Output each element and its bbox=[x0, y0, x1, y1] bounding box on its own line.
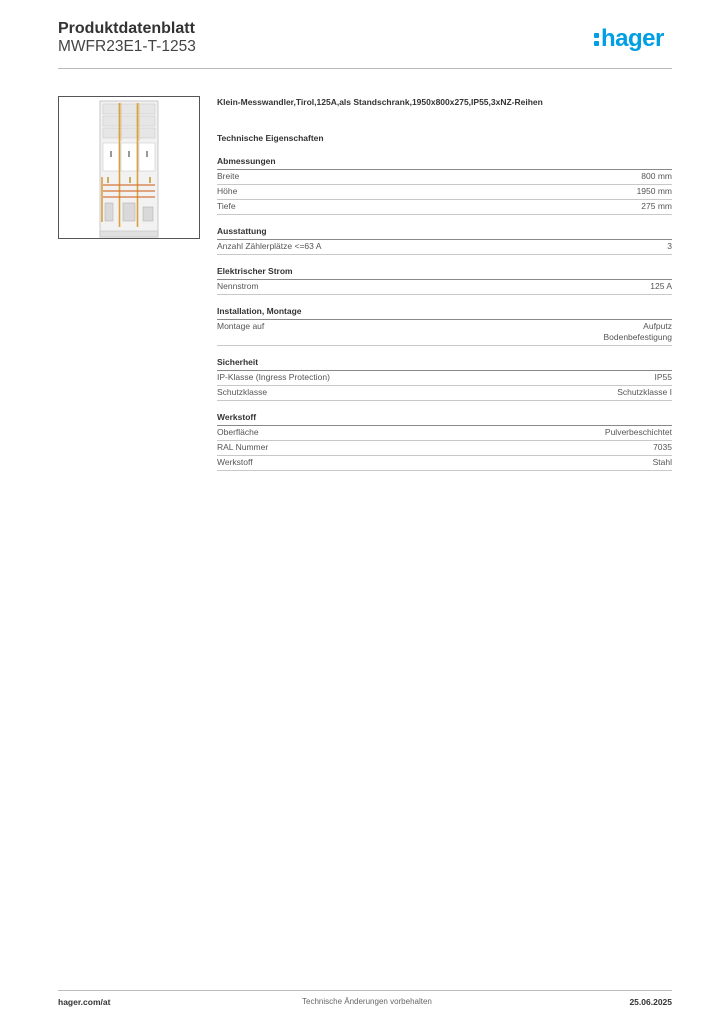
section-heading: Sicherheit bbox=[217, 357, 672, 371]
property-section bbox=[217, 226, 672, 255]
property-value bbox=[655, 372, 673, 383]
property-value bbox=[641, 201, 672, 212]
property-row bbox=[217, 456, 672, 471]
property-value-line: Pulverbeschichtet bbox=[604, 427, 672, 437]
property-section bbox=[217, 306, 672, 346]
property-row bbox=[217, 280, 672, 295]
product-code: MWFR23E1-T-1253 bbox=[58, 38, 196, 55]
property-value bbox=[637, 186, 672, 197]
property-value bbox=[603, 321, 672, 343]
header-divider bbox=[58, 68, 672, 69]
property-value-line: Stahl bbox=[652, 457, 672, 467]
property-row bbox=[217, 240, 672, 255]
property-label: Oberfläche bbox=[217, 427, 259, 437]
property-section bbox=[217, 412, 672, 471]
section-heading: Elektrischer Strom bbox=[217, 266, 672, 280]
property-section bbox=[217, 357, 672, 401]
property-row bbox=[217, 170, 672, 185]
footer-date: 25.06.2025 bbox=[629, 997, 672, 1007]
property-row bbox=[217, 386, 672, 401]
property-row bbox=[217, 371, 672, 386]
property-row bbox=[217, 185, 672, 200]
technical-properties-title: Technische Eigenschaften bbox=[217, 133, 324, 143]
property-label: Schutzklasse bbox=[217, 387, 268, 397]
property-label: Höhe bbox=[217, 186, 238, 196]
main-content bbox=[217, 95, 672, 471]
footer-divider bbox=[58, 990, 672, 991]
property-row bbox=[217, 441, 672, 456]
property-section bbox=[217, 266, 672, 295]
hager-logo bbox=[594, 27, 664, 51]
property-row bbox=[217, 200, 672, 215]
property-value-line: 1950 mm bbox=[636, 186, 672, 196]
property-value-line: 7035 bbox=[653, 442, 672, 452]
property-value-line: 275 mm bbox=[641, 201, 672, 211]
footer-note: Technische Änderungen vorbehalten bbox=[302, 997, 432, 1006]
property-section bbox=[217, 156, 672, 215]
property-value-line: Bodenbefestigung bbox=[603, 332, 672, 342]
property-value-line: Schutzklasse I bbox=[617, 387, 672, 397]
property-value bbox=[653, 457, 672, 468]
property-value-line: 3 bbox=[667, 241, 672, 251]
property-value-line: 800 mm bbox=[641, 171, 672, 181]
section-heading: Abmessungen bbox=[217, 156, 672, 170]
property-value bbox=[653, 442, 672, 453]
property-value bbox=[605, 427, 672, 438]
property-label: IP-Klasse (Ingress Protection) bbox=[217, 372, 330, 382]
property-value bbox=[641, 171, 672, 182]
property-label: Breite bbox=[217, 171, 240, 181]
distribution-cabinet-image bbox=[59, 97, 201, 240]
property-label: Nennstrom bbox=[217, 281, 259, 291]
property-label: Werkstoff bbox=[217, 457, 253, 467]
document-title: Produktdatenblatt bbox=[58, 20, 195, 37]
property-row bbox=[217, 320, 672, 346]
property-value bbox=[667, 241, 672, 252]
property-value-line: Aufputz bbox=[643, 321, 672, 331]
section-heading: Installation, Montage bbox=[217, 306, 672, 320]
property-value bbox=[617, 387, 672, 398]
product-image bbox=[58, 96, 200, 239]
property-value bbox=[650, 281, 672, 292]
property-label: Tiefe bbox=[217, 201, 236, 211]
logo-text: hager bbox=[601, 25, 664, 52]
logo-dots-icon bbox=[594, 29, 600, 47]
product-description: Klein-Messwandler,Tirol,125A,als Standschrank,1950x800x275,IP55,3xNZ-Reihen bbox=[217, 97, 543, 107]
property-label: Montage auf bbox=[217, 321, 265, 331]
property-label: Anzahl Zählerplätze <=63 A bbox=[217, 241, 322, 251]
section-heading: Werkstoff bbox=[217, 412, 672, 426]
footer-website: hager.com/at bbox=[58, 997, 111, 1007]
section-heading: Ausstattung bbox=[217, 226, 672, 240]
property-value-line: 125 A bbox=[650, 281, 672, 291]
property-value-line: IP55 bbox=[654, 372, 672, 382]
property-label: RAL Nummer bbox=[217, 442, 269, 452]
property-row bbox=[217, 426, 672, 441]
properties-sections bbox=[217, 156, 672, 471]
